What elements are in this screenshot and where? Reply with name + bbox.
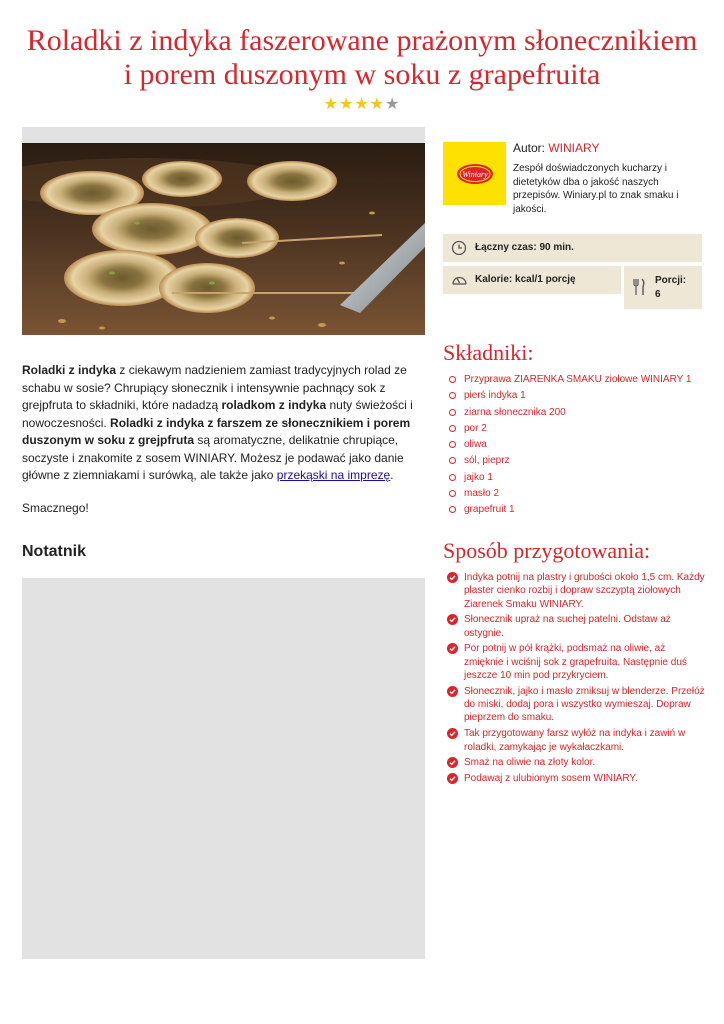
calories-box — [443, 266, 621, 294]
recipe-description — [22, 362, 422, 532]
recipe-title-line2: i porem duszonym w soku z grapefruita — [123, 58, 601, 91]
check-circle-icon — [447, 686, 458, 701]
author-prefix: Autor: — [513, 141, 549, 155]
star-filled-icon[interactable]: ★ — [369, 96, 386, 113]
logo-text: Winiary — [461, 169, 488, 179]
preparation-step — [443, 685, 705, 725]
ingredient-text: jajko 1 — [464, 471, 493, 483]
author-label — [513, 141, 599, 155]
notes-title: Notatnik — [22, 543, 86, 560]
check-circle-icon — [447, 728, 458, 743]
preparation-step — [443, 642, 705, 682]
circle-bullet-icon — [449, 474, 456, 481]
image-top-bar — [22, 127, 425, 143]
ingredient-item — [443, 407, 703, 423]
preparation-step — [443, 756, 705, 769]
notes-area[interactable] — [22, 578, 425, 959]
star-filled-icon[interactable]: ★ — [323, 96, 339, 113]
total-time-box — [443, 234, 702, 262]
portions-value: 6 — [655, 288, 661, 300]
ingredient-text: grapefruit 1 — [464, 504, 515, 516]
step-text: Słonecznik upraż na suchej patelni. Odstaw aż ostygnie. — [464, 614, 671, 639]
portions-title: Porcji: — [655, 275, 687, 286]
step-text: Por potnij w pół krążki, podsmaż na oliwie, aż zmięknie i wciśnij sok z grapefruita. Następnie duś jeszcze 10 min pod przykryciem. — [464, 643, 687, 682]
ingredient-item — [443, 390, 703, 406]
clock-icon — [451, 240, 467, 261]
star-empty-icon[interactable]: ★ — [385, 96, 401, 113]
ingredient-item — [443, 455, 703, 471]
ingredient-text: por 2 — [464, 422, 487, 434]
step-text: Podawaj z ulubionym sosem WINIARY. — [464, 773, 638, 785]
ingredients-title: Składniki: — [443, 340, 534, 365]
ingredient-text: ziarna słonecznika 200 — [464, 406, 566, 418]
description-text: . — [390, 468, 394, 482]
description-text: są aromatyczne, delikatnie chrupiące, soczyste i znakomite z sosem WINIARY. Możesz je podawać jako danie główne z ziemniakami i surówką, ale także jako — [22, 433, 404, 482]
circle-bullet-icon — [449, 409, 456, 416]
ingredient-text: sól, pieprz — [464, 455, 510, 467]
description-text: nuty świeżości i nowoczesności. — [22, 398, 413, 430]
circle-bullet-icon — [449, 376, 456, 383]
cutlery-icon — [632, 278, 646, 301]
recipe-title-line1: Roladki z indyka faszerowane prażonym słonecznikiem — [26, 24, 698, 57]
preparation-steps — [443, 571, 705, 788]
star-filled-icon[interactable]: ★ — [338, 96, 355, 113]
circle-bullet-icon — [449, 457, 456, 464]
step-text: Tak przygotowany farsz wyłóż na indyka i zawiń w roladki, zamykając je wykałaczkami. — [464, 728, 686, 753]
party-snacks-link[interactable]: przekąski na imprezę — [276, 468, 391, 482]
circle-bullet-icon — [449, 425, 456, 432]
author-card — [443, 127, 702, 225]
ingredient-item — [443, 374, 703, 390]
total-time-label: Łączny czas: 90 min. — [475, 242, 574, 253]
calories-label: Kalorie: kcal/1 porcję — [475, 274, 576, 285]
step-text: Smaż na oliwie na złoty kolor. — [464, 757, 596, 769]
description-bold-text: Roladki z indyka — [22, 363, 117, 377]
portions-label — [655, 274, 686, 301]
check-circle-icon — [447, 773, 458, 788]
check-circle-icon — [447, 614, 458, 629]
ingredient-item — [443, 472, 703, 488]
preparation-step — [443, 613, 705, 640]
recipe-title — [0, 24, 724, 92]
star-filled-icon[interactable]: ★ — [354, 96, 370, 113]
description-text: z ciekawym nadzieniem zamiast tradycyjnych rolad ze schabu w sosie? Chrupiący słonecznik i intensywnie pachnący sok z grejpfruta to składniki, które nadadzą — [22, 363, 407, 412]
check-circle-icon — [447, 757, 458, 772]
description-bold-text: Roladki z indyka z farszem ze słonecznikiem i porem duszonym w soku z grejpfruta — [22, 415, 411, 447]
ingredient-text: pierś indyka 1 — [464, 390, 526, 402]
preparation-step — [443, 571, 705, 611]
circle-bullet-icon — [449, 506, 456, 513]
ingredient-item — [443, 423, 703, 439]
ingredient-item — [443, 488, 703, 504]
portions-box — [624, 266, 702, 309]
ingredients-list — [443, 374, 703, 521]
ingredient-item — [443, 439, 703, 455]
check-circle-icon — [447, 643, 458, 658]
recipe-photo — [22, 143, 425, 335]
preparation-title: Sposób przygotowania: — [443, 538, 651, 563]
ingredient-text: masło 2 — [464, 488, 500, 500]
ingredient-text: Przyprawa ZIARENKA SMAKU ziołowe WINIARY 1 — [464, 374, 692, 385]
rating-stars[interactable] — [0, 94, 724, 114]
circle-bullet-icon — [449, 490, 456, 497]
preparation-step — [443, 772, 705, 785]
step-text: Słonecznik, jajko i masło zmiksuj w blenderze. Przełóż do miski, dodaj pora i wszystko wymieszaj. Dopraw pieprzem do smaku. — [464, 685, 705, 724]
winiary-logo[interactable] — [443, 142, 506, 205]
preparation-step — [443, 727, 705, 754]
circle-bullet-icon — [449, 441, 456, 448]
gauge-icon — [451, 272, 468, 293]
description-bold-text: roladkom z indyka — [221, 398, 327, 412]
ingredient-item — [443, 504, 703, 520]
closing-text: Smacznego! — [22, 500, 89, 515]
description-paragraph — [22, 362, 422, 485]
circle-bullet-icon — [449, 392, 456, 399]
check-circle-icon — [447, 572, 458, 587]
step-text: Indyka potnij na plastry i grubości około 1,5 cm. Każdy plaster cienko rozbij i dopraw szczyptą ziołowych Ziarenek Smaku WINIARY. — [464, 572, 705, 610]
author-name-link[interactable]: WINIARY — [548, 141, 600, 155]
ingredient-text: oliwa — [464, 439, 487, 451]
author-description: Zespół doświadczonych kucharzy i dietetyków dba o jakość naszych przepisów. Winiary.pl to znak smaku i jakości. — [513, 163, 679, 215]
